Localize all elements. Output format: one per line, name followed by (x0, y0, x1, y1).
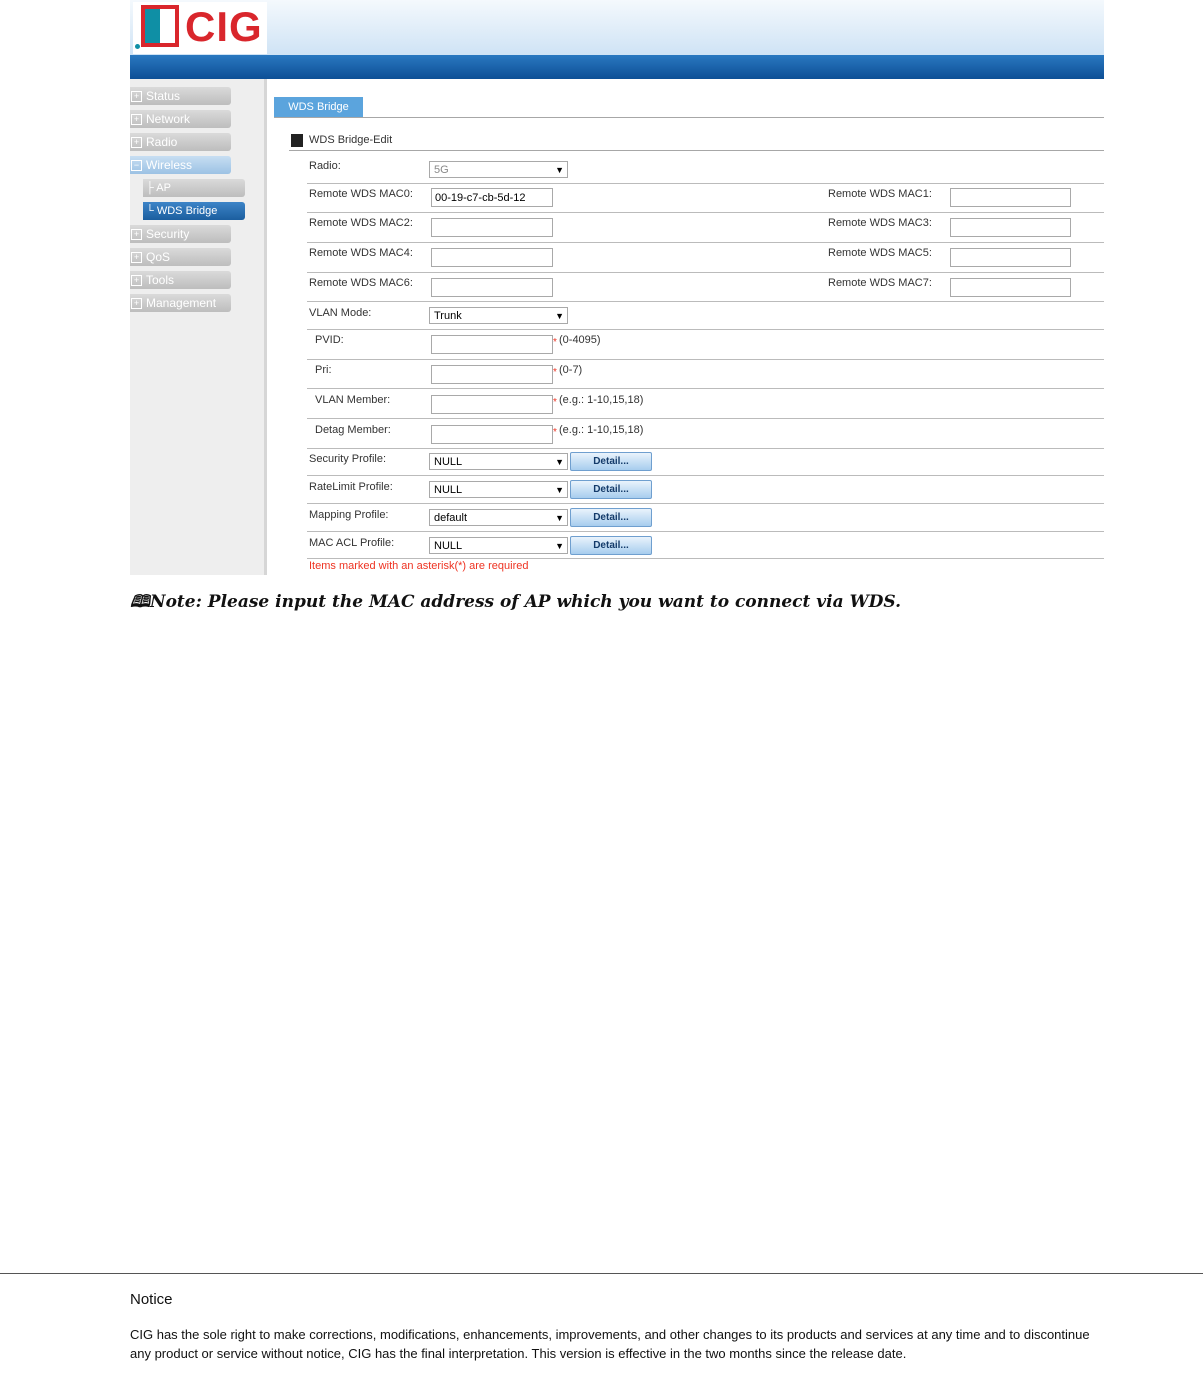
sidebar-item-label: QoS (146, 250, 171, 264)
mac-acl-profile-detail-button[interactable]: Detail... (570, 536, 652, 555)
mac5-label: Remote WDS MAC5: (828, 247, 932, 259)
router-admin-screenshot (130, 0, 1104, 575)
logo-dot-icon (135, 44, 140, 49)
sidebar-item-wireless[interactable] (130, 156, 231, 174)
mac-acl-profile-label: MAC ACL Profile: (309, 537, 395, 549)
sidebar-subitem-label: └ WDS Bridge (146, 205, 218, 217)
mac7-input[interactable] (950, 278, 1071, 297)
mac0-input[interactable]: 00-19-c7-cb-5d-12 (431, 188, 553, 207)
mac4-input[interactable] (431, 248, 553, 267)
cig-logo (133, 2, 267, 54)
security-profile-select[interactable] (429, 453, 568, 470)
vlan-member-input[interactable] (431, 395, 553, 414)
mac6-input[interactable] (431, 278, 553, 297)
radio-select-value: 5G (434, 164, 449, 176)
mac1-input[interactable] (950, 188, 1071, 207)
mac1-label: Remote WDS MAC1: (828, 188, 932, 200)
mac2-label: Remote WDS MAC2: (309, 217, 413, 229)
expand-icon: + (131, 91, 142, 102)
expand-icon: + (131, 298, 142, 309)
row-divider (307, 475, 1104, 476)
mac4-label: Remote WDS MAC4: (309, 247, 413, 259)
pri-hint: (0-7) (559, 364, 583, 376)
mac3-label: Remote WDS MAC3: (828, 217, 932, 229)
vlan-member-hint: (e.g.: 1-10,15,18) (559, 394, 644, 406)
sidebar-item-management[interactable] (130, 294, 231, 312)
required-asterisk: * (553, 337, 557, 348)
pvid-hint: (0-4095) (559, 334, 601, 346)
security-profile-detail-button[interactable]: Detail... (570, 452, 652, 471)
sidebar-item-network[interactable] (130, 110, 231, 128)
vlan-member-label: VLAN Member: (315, 394, 391, 406)
mac-acl-profile-value: NULL (434, 540, 463, 552)
mapping-profile-detail-button[interactable]: Detail... (570, 508, 652, 527)
mac6-label: Remote WDS MAC6: (309, 277, 413, 289)
required-asterisk: * (553, 427, 557, 438)
mapping-profile-select[interactable] (429, 509, 568, 526)
row-divider (307, 388, 1104, 389)
vlan-mode-select-value: Trunk (434, 310, 462, 322)
logo-text: CIG (185, 3, 263, 50)
sidebar-item-qos[interactable] (130, 248, 231, 266)
book-icon: 🕮 (130, 592, 151, 612)
row-divider (307, 418, 1104, 419)
document-note (130, 589, 901, 618)
sidebar-item-label: Security (146, 227, 190, 241)
detag-member-hint: (e.g.: 1-10,15,18) (559, 424, 644, 436)
row-divider (307, 272, 1104, 273)
expand-icon: + (131, 252, 142, 263)
vlan-mode-label: VLAN Mode: (309, 307, 372, 319)
row-divider (307, 212, 1104, 213)
note-text: Note: Please input the MAC address of AP which you want to connect via WDS. (150, 592, 901, 612)
sidebar-subitem-ap[interactable] (143, 179, 245, 197)
pvid-label: PVID: (315, 334, 344, 346)
section-divider (289, 150, 1104, 151)
sidebar-item-label: Wireless (146, 158, 193, 172)
sidebar-item-label: Management (146, 296, 217, 310)
pri-input[interactable] (431, 365, 553, 384)
sidebar-item-radio[interactable] (130, 133, 231, 151)
mapping-profile-label: Mapping Profile: (309, 509, 389, 521)
sidebar-item-label: Radio (146, 135, 178, 149)
row-divider (307, 183, 1104, 184)
dropdown-arrow-icon: ▼ (555, 457, 564, 467)
sidebar-item-tools[interactable] (130, 271, 231, 289)
sidebar-subitem-label: ├ AP (146, 182, 171, 194)
security-profile-label: Security Profile: (309, 453, 387, 465)
mac-acl-profile-select[interactable] (429, 537, 568, 554)
row-divider (307, 301, 1104, 302)
expand-icon: + (131, 275, 142, 286)
required-asterisk: * (553, 397, 557, 408)
sidebar-subitem-wds-bridge[interactable] (143, 202, 245, 220)
header-banner (130, 0, 1104, 55)
footer-title: Notice (130, 1291, 173, 1308)
dropdown-arrow-icon: ▼ (555, 165, 564, 175)
tab-wds-bridge[interactable]: WDS Bridge (274, 97, 363, 117)
sidebar-item-security[interactable] (130, 225, 231, 243)
row-divider (307, 329, 1104, 330)
mac3-input[interactable] (950, 218, 1071, 237)
row-divider (307, 448, 1104, 449)
pvid-input[interactable] (431, 335, 553, 354)
top-nav-bar (130, 55, 1104, 79)
mapping-profile-value: default (434, 512, 468, 524)
row-divider (307, 242, 1104, 243)
collapse-icon: − (131, 160, 142, 171)
required-asterisk: * (553, 367, 557, 378)
vlan-mode-select[interactable] (429, 307, 568, 324)
dropdown-arrow-icon: ▼ (555, 513, 564, 523)
mac7-label: Remote WDS MAC7: (828, 277, 932, 289)
pri-label: Pri: (315, 364, 332, 376)
sidebar (130, 79, 267, 575)
expand-icon: + (131, 114, 142, 125)
ratelimit-profile-detail-button[interactable]: Detail... (570, 480, 652, 499)
expand-icon: + (131, 137, 142, 148)
mac0-label: Remote WDS MAC0: (309, 188, 413, 200)
section-title: WDS Bridge-Edit (309, 134, 393, 146)
dropdown-arrow-icon: ▼ (555, 485, 564, 495)
detag-member-input[interactable] (431, 425, 553, 444)
sidebar-item-status[interactable] (130, 87, 231, 105)
radio-select[interactable] (429, 161, 568, 178)
footer-divider (0, 1273, 1203, 1274)
section-marker-icon (291, 134, 303, 147)
mac2-input[interactable] (431, 218, 553, 237)
security-profile-value: NULL (434, 456, 463, 468)
dropdown-arrow-icon: ▼ (555, 541, 564, 551)
logo-square-icon (141, 5, 179, 47)
expand-icon: + (131, 229, 142, 240)
ratelimit-profile-value: NULL (434, 484, 463, 496)
ratelimit-profile-label: RateLimit Profile: (309, 481, 393, 493)
sidebar-item-label: Status (146, 89, 181, 103)
mac5-input[interactable] (950, 248, 1071, 267)
sidebar-item-label: Tools (146, 273, 175, 287)
footer-text: CIG has the sole right to make corrections, modifications, enhancements, improvements, and other changes to its products and services at any time and to discontinue any product or service without notice, CIG has the final interpretation. This version is effective in the two months since the release date. (130, 1327, 1090, 1361)
sidebar-item-label: Network (146, 112, 191, 126)
detag-member-label: Detag Member: (315, 424, 391, 436)
row-divider (307, 359, 1104, 360)
radio-label: Radio: (309, 160, 341, 172)
row-divider (307, 558, 1104, 559)
required-fields-note: Items marked with an asterisk(*) are required (309, 560, 529, 572)
dropdown-arrow-icon: ▼ (555, 311, 564, 321)
row-divider (307, 503, 1104, 504)
tab-divider (274, 117, 1104, 118)
ratelimit-profile-select[interactable] (429, 481, 568, 498)
row-divider (307, 531, 1104, 532)
